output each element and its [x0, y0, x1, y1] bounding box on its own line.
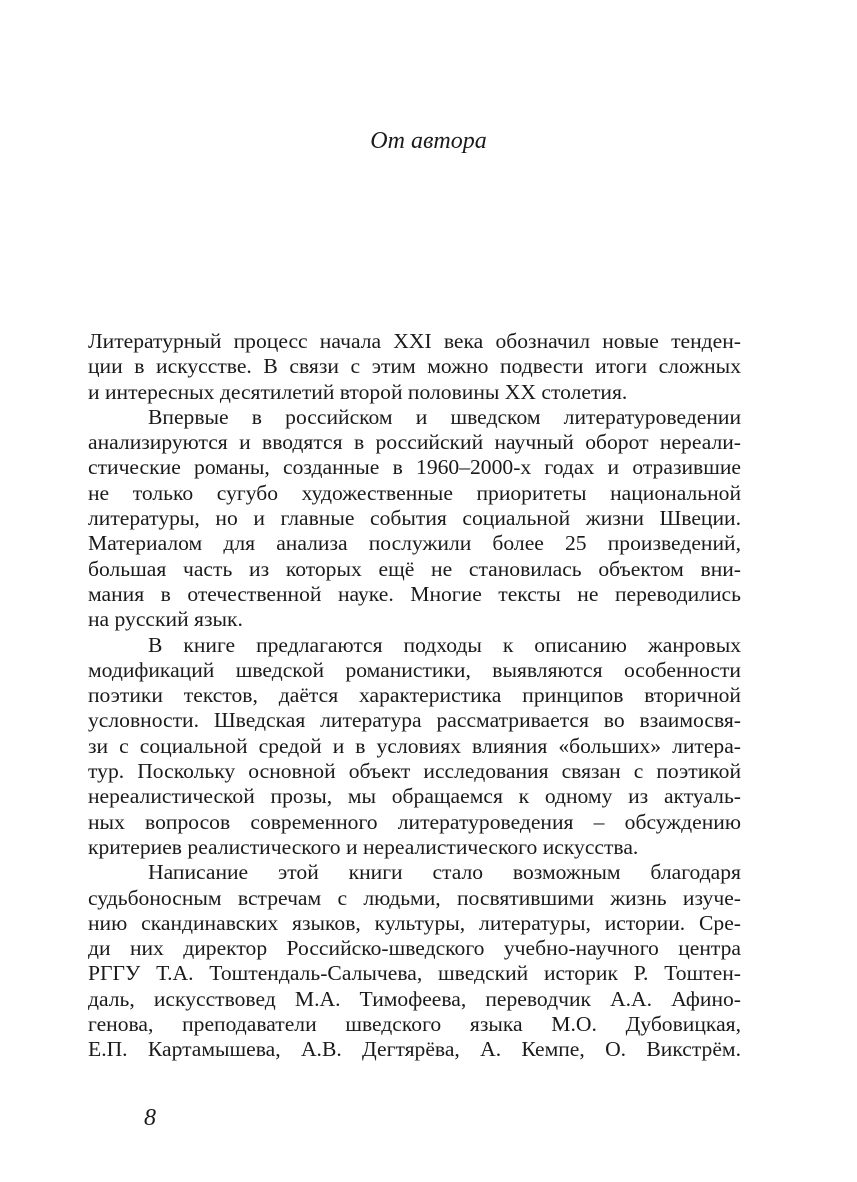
- text-line: Е.П. Картамышева, А.В. Дегтярёва, А. Кемпе, О. Викстрём.: [88, 1037, 741, 1062]
- text-line: на русский язык.: [88, 607, 243, 632]
- page-number: 8: [144, 1105, 156, 1131]
- text-line: судьбоносным встречам с людьми, посвятившими жизнь изуче-: [88, 885, 741, 910]
- text-line: большая часть из которых ещё не становилась объектом вни-: [88, 556, 741, 581]
- text-line: Материалом для анализа послужили более 25 произведений,: [88, 531, 741, 556]
- text-line: модификаций шведской романистики, выявляются особенности: [88, 657, 741, 682]
- text-line: и интересных десятилетий второй половины XX столетия.: [88, 379, 628, 404]
- section-heading: От автора: [370, 128, 487, 154]
- text-line: В книге предлагаются подходы к описанию жанровых: [148, 632, 741, 657]
- text-line: условности. Шведская литература рассматривается во взаимосвя-: [88, 708, 741, 733]
- text-line: тур. Поскольку основной объект исследования связан с поэтикой: [88, 759, 741, 784]
- text-line: ди них директор Российско-шведского учебно-научного центра: [88, 936, 741, 961]
- text-line: РГГУ Т.А. Тоштендаль-Салычева, шведский историк Р. Тоштен-: [88, 961, 741, 986]
- text-line: нереалистической прозы, мы обращаемся к одному из актуаль-: [88, 784, 741, 809]
- text-line: стические романы, созданные в 1960–2000-х годах и отразившие: [88, 455, 741, 480]
- text-line: Впервые в российском и шведском литературоведении: [148, 404, 741, 429]
- text-line: поэтики текстов, даётся характеристика принципов вторичной: [88, 683, 741, 708]
- text-line: нию скандинавских языков, культуры, литературы, истории. Сре-: [88, 910, 741, 935]
- text-line: даль, искусствовед М.А. Тимофеева, переводчик А.А. Афино-: [88, 986, 741, 1011]
- text-line: не только сугубо художественные приоритеты национальной: [88, 480, 741, 505]
- text-line: критериев реалистического и нереалистического искусства.: [88, 834, 639, 859]
- text-line: Написание этой книги стало возможным благодаря: [148, 860, 741, 885]
- text-line: генова, преподаватели шведского языка М.О. Дубовицкая,: [88, 1012, 741, 1037]
- text-line: зи с социальной средой и в условиях влияния «больших» литера-: [88, 733, 741, 758]
- body-text: [88, 329, 741, 1063]
- text-line: литературы, но и главные события социальной жизни Швеции.: [88, 506, 741, 531]
- text-line: Литературный процесс начала XXI века обозначил новые тенден-: [88, 329, 741, 353]
- text-line: мания в отечественной науке. Многие тексты не переводились: [88, 581, 741, 606]
- text-line: ции в искусстве. В связи с этим можно подвести итоги сложных: [88, 354, 741, 379]
- text-line: ных вопросов современного литературоведения – обсуждению: [88, 809, 741, 834]
- text-line: анализируются и вводятся в российский научный оборот нереали-: [88, 430, 741, 455]
